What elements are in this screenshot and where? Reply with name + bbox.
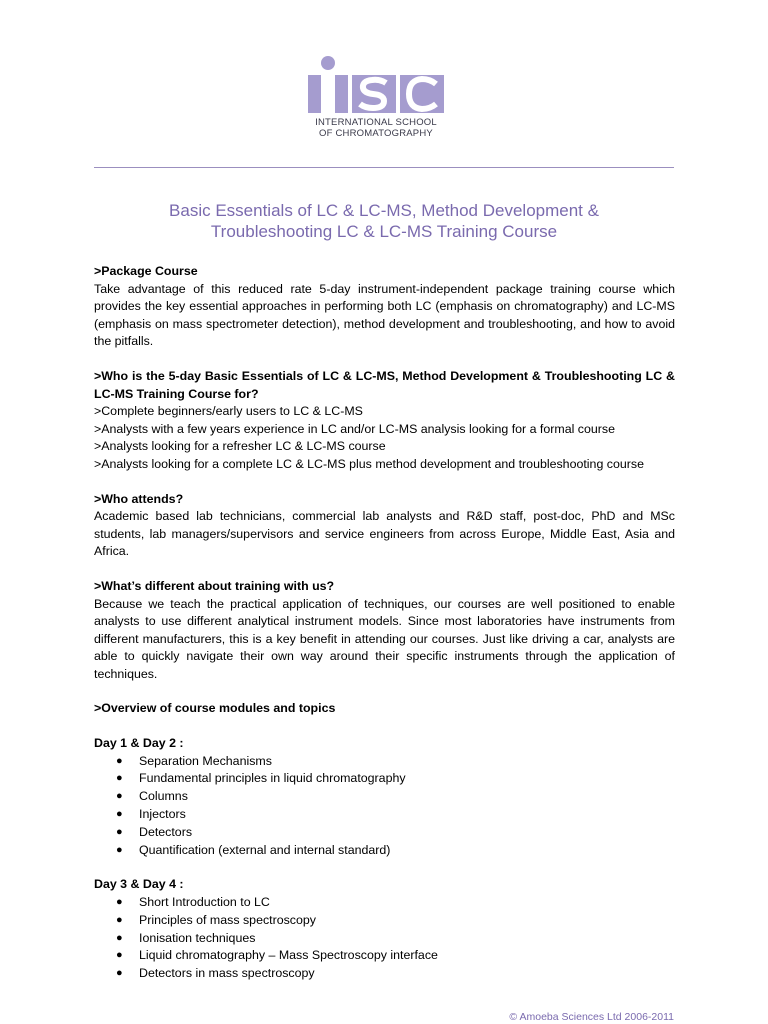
list-item [94, 770, 675, 788]
bullet-icon: ● [116, 913, 123, 926]
bullet-icon: ● [116, 790, 123, 803]
list-item [94, 912, 675, 930]
header-divider [94, 167, 674, 168]
spacer [94, 683, 675, 700]
day34-heading: Day 3 & Day 4 : [94, 877, 184, 892]
isc-logo [306, 55, 446, 145]
bullet-icon: ● [116, 931, 123, 944]
topic-label: Principles of mass spectroscopy [139, 912, 316, 927]
bullet-icon: ● [116, 754, 123, 767]
list-item [94, 930, 675, 948]
day12-topic-list [94, 753, 675, 860]
who-for-item: >Analysts with a few years experience in LC and/or LC-MS analysis looking for a formal course [94, 421, 615, 436]
topic-label: Columns [139, 789, 188, 804]
spacer [94, 718, 675, 735]
different-body: Because we teach the practical application of techniques, our courses are well positioned to enable analysts to use different analytical instrument models. Since most laboratories have instruments from different manufacturers, this is a key benefit in attending our courses. Just like driving a car, analysts are able to quickly navigate their own way around their specific instruments through the application of techniques. [94, 596, 675, 681]
logo-text-line1: INTERNATIONAL SCHOOL [315, 117, 437, 128]
day34-topic-list [94, 894, 675, 983]
topic-label: Detectors in mass spectroscopy [139, 966, 315, 981]
overview-heading: >Overview of course modules and topics [94, 701, 336, 716]
list-item [94, 806, 675, 824]
bullet-icon: ● [116, 772, 123, 785]
topic-label: Short Introduction to LC [139, 895, 270, 910]
bullet-icon: ● [116, 896, 123, 909]
package-heading: >Package Course [94, 264, 198, 278]
list-item [94, 824, 675, 842]
who-for-item: >Analysts looking for a complete LC & LC-MS plus method development and troubleshooting course [94, 456, 644, 471]
topic-label: Fundamental principles in liquid chromatography [139, 771, 406, 786]
title-line-1: Basic Essentials of LC & LC-MS, Method Development & [169, 201, 599, 220]
spacer [94, 859, 675, 876]
copyright-footer: © Amoeba Sciences Ltd 2006-2011 [509, 1011, 674, 1023]
document-body [94, 263, 675, 983]
topic-label: Detectors [139, 824, 193, 839]
list-item [94, 947, 675, 965]
bullet-icon: ● [116, 825, 123, 838]
document-title [94, 200, 674, 242]
day12-heading: Day 1 & Day 2 : [94, 736, 184, 751]
who-for-item: >Complete beginners/early users to LC & LC-MS [94, 404, 363, 419]
spacer [94, 561, 675, 578]
list-item [94, 894, 675, 912]
list-item [94, 965, 675, 983]
bullet-icon: ● [116, 967, 123, 980]
title-line-2: Troubleshooting LC & LC-MS Training Course [210, 222, 558, 241]
topic-label: Injectors [139, 807, 186, 822]
bullet-icon: ● [116, 808, 123, 821]
bullet-icon: ● [116, 949, 123, 962]
different-heading: >What’s different about training with us? [94, 578, 335, 593]
list-item [94, 753, 675, 771]
package-body: Take advantage of this reduced rate 5-day instrument-independent package training course which provides the key essential approaches in performing both LC (emphasis on chromatography) and LC-MS (emphasis on mass spectrometer detection), method development and troubleshooting, and how to avoid the pitfalls. [94, 281, 675, 349]
who-for-item: >Analysts looking for a refresher LC & LC-MS course [94, 439, 386, 454]
bullet-icon: ● [116, 843, 123, 856]
who-for-heading: >Who is the 5-day Basic Essentials of LC & LC-MS, Method Development & Troubleshooting LC & LC-MS Training Course for? [94, 368, 675, 401]
spacer [94, 351, 675, 368]
topic-label: Separation Mechanisms [139, 753, 272, 768]
isc-logo-mark [306, 55, 446, 115]
topic-label: Quantification (external and internal standard) [139, 842, 391, 857]
topic-label: Liquid chromatography – Mass Spectroscopy interface [139, 948, 438, 963]
topic-label: Ionisation techniques [139, 930, 256, 945]
who-attends-body: Academic based lab technicians, commercial lab analysts and R&D staff, post-doc, PhD and MSc students, lab managers/supervisors and service engineers from across Europe, Middle East, Asia and Africa. [94, 509, 675, 559]
spacer [94, 474, 675, 491]
list-item [94, 788, 675, 806]
who-attends-heading: >Who attends? [94, 491, 184, 506]
list-item [94, 842, 675, 860]
logo-text-line2: OF CHROMATOGRAPHY [319, 128, 433, 139]
